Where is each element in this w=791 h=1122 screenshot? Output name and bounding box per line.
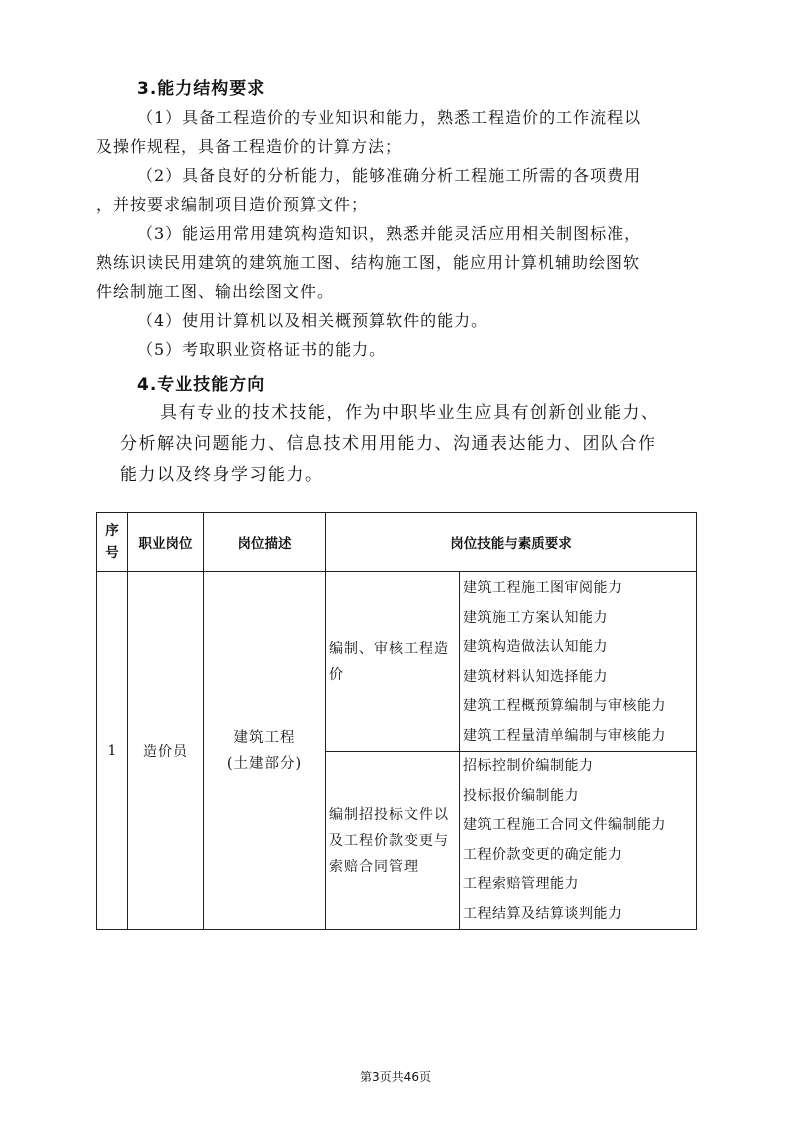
skill-item: 建筑工程量清单编制与审核能力 [463,727,666,744]
skill-item: 建筑材料认知选择能力 [463,668,608,685]
cell-skills [460,572,697,752]
skill-item: 建筑工程施工图审阅能力 [463,580,623,596]
paragraph-line: ，并按要求编制项目造价预算文件； [96,195,369,214]
paragraph-line: （5）考取职业资格证书的能力。 [137,340,387,359]
paragraph-line: 分析解决问题能力、信息技术用用能力、沟通表达能力、团队合作 [120,434,657,454]
skill-item: 投标报价编制能力 [463,787,579,804]
paragraph-line: 件绘制施工图、输出绘图文件。 [96,282,335,301]
header-seq: 序 号 [97,513,128,572]
table-header-row [97,513,697,572]
skill-item: 招标控制价编制能力 [463,758,594,774]
cell-task: 编制、审核工程造 价 [326,572,460,752]
cell-skills [460,752,697,930]
section-3-title: 3.能力结构要求 [137,79,266,99]
skill-item: 建筑工程概预算编制与审核能力 [463,698,666,714]
skills-table [96,512,697,930]
cell-seq: 1 [97,572,128,930]
skill-item: 建筑工程施工合同文件编制能力 [463,817,666,833]
skill-item: 工程索赔管理能力 [463,876,579,892]
cell-task: 编制招投标文件以 及工程价款变更与 索赔合同管理 [326,752,460,930]
skill-item: 工程价款变更的确定能力 [463,846,623,863]
paragraph-line: 及操作规程，具备工程造价的计算方法； [96,137,403,156]
paragraph-line: 熟练识读民用建筑的建筑施工图、结构施工图，能应用计算机辅助绘图软 [96,253,641,272]
skill-item: 建筑构造做法认知能力 [463,639,608,655]
page-footer: 第3页共46页 [360,1070,431,1084]
header-skills: 岗位技能与素质要求 [326,513,697,572]
paragraph-line: （2）具备良好的分析能力，能够准确分析工程施工所需的各项费用 [137,166,642,185]
section-4-title: 4.专业技能方向 [137,375,266,395]
header-job: 职业岗位 [128,513,204,572]
table-row [97,572,697,752]
header-desc: 岗位描述 [204,513,326,572]
paragraph-line: 具有专业的技术技能，作为中职毕业生应具有创新创业能力、 [160,403,660,423]
paragraph-line: （3）能运用常用建筑构造知识，熟悉并能灵活应用相关制图标准， [137,224,642,243]
paragraph-line: 能力以及终身学习能力。 [120,465,324,485]
cell-job: 造价员 [128,572,204,930]
skill-item: 工程结算及结算谈判能力 [463,905,623,922]
skill-item: 建筑施工方案认知能力 [463,609,608,626]
cell-desc: 建筑工程 (土建部分) [204,572,326,930]
paragraph-line: （1）具备工程造价的专业知识和能力，熟悉工程造价的工作流程以 [137,108,642,127]
paragraph-line: （4）使用计算机以及相关概预算软件的能力。 [137,311,489,330]
